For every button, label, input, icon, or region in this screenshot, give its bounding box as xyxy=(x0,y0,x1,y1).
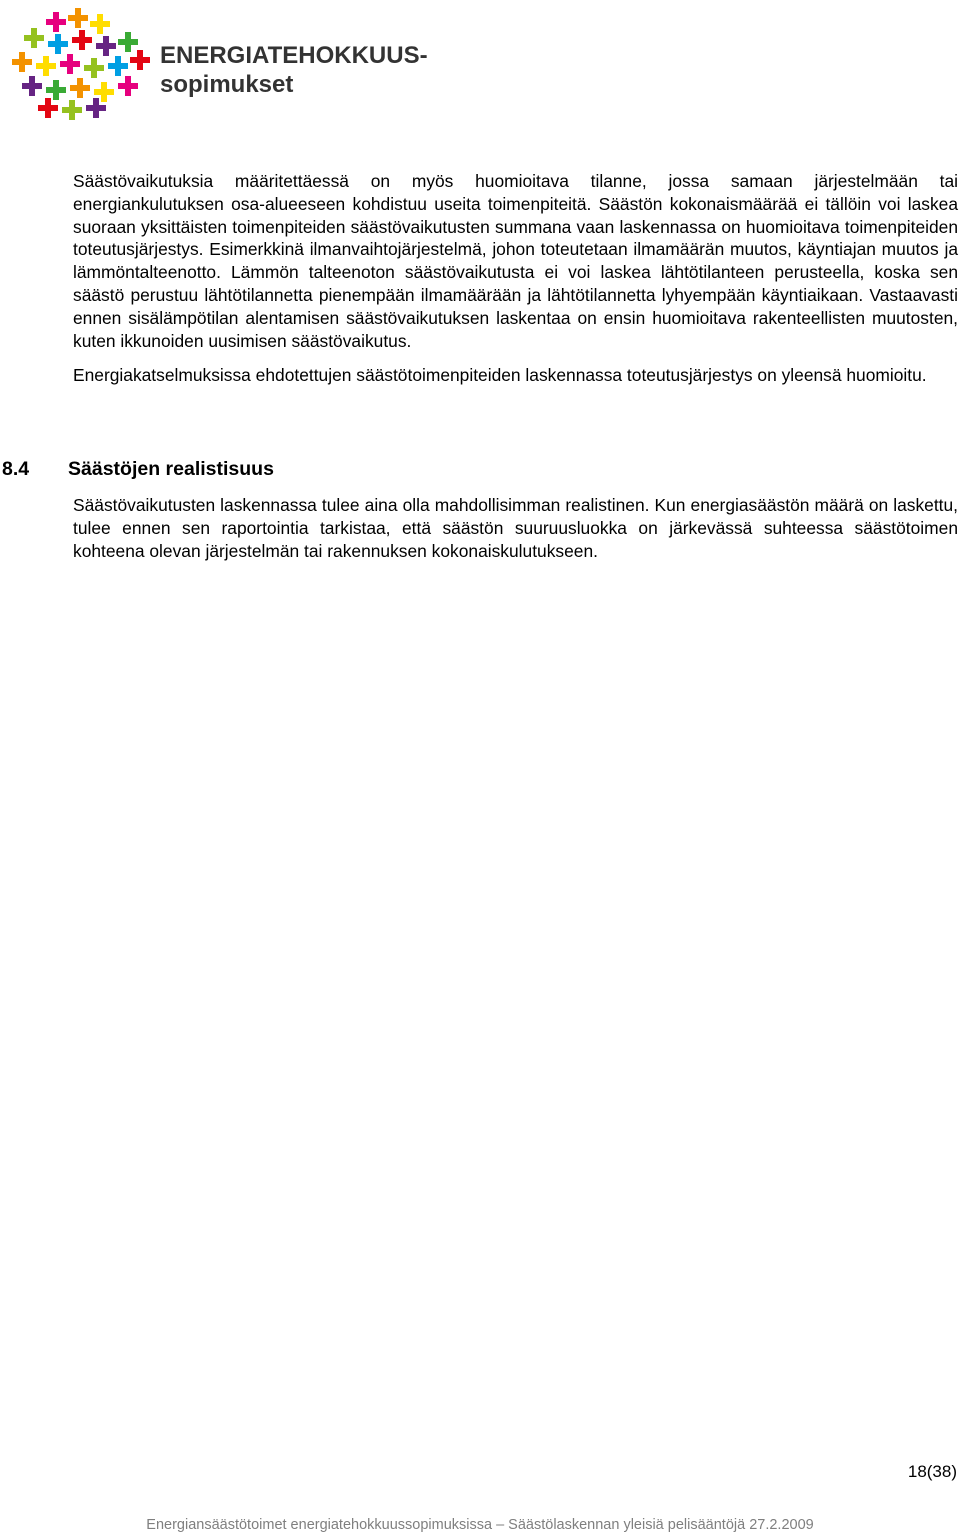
logo xyxy=(8,8,428,120)
logo-cross-icon xyxy=(72,30,92,50)
page-number: 18(38) xyxy=(907,1462,957,1481)
section-title: Säästöjen realistisuus xyxy=(68,458,274,480)
section-body xyxy=(73,494,958,562)
section-heading xyxy=(2,458,274,481)
logo-cross-icon xyxy=(118,76,138,96)
logo-cross-icon xyxy=(130,50,150,70)
logo-cross-icon xyxy=(108,56,128,76)
logo-cross-icon xyxy=(62,100,82,120)
logo-cross-icon xyxy=(68,8,88,28)
logo-cross-icon xyxy=(96,36,116,56)
logo-cross-icon xyxy=(46,12,66,32)
logo-cross-icon xyxy=(48,34,68,54)
logo-text-line2: sopimukset xyxy=(160,71,294,98)
paragraph: Säästövaikutuksia määritettäessä on myös huomioitava tilanne, jossa samaan järjestelmään tai energiankulutuksen osa-alueeseen kohdistuu useita toimenpiteitä. Säästön kokonaismäärää ei tällöin voi laskea suoraan yksittäisten toimenpiteiden säästövaikutusten summana vaan laskennassa on huomioitava toimenpiteiden toteutusjärjestys. Esimerkkinä ilmanvaihtojärjestelmä, johon toteutetaan ilmamäärän muutos, käyntiajan muutos ja lämmöntalteenotto. Lämmön talteenoton säästövaikutusta ei voi laskea lähtötilanteen perusteella, koska sen säästö perustuu lähtötilannetta pienempään ilmamäärään ja lähtötilannetta lyhyempään käyntiaikaan. Vastaavasti ennen sisälämpötilan alentamisen säästövaikutuksen laskentaa on ensin huomioitava rakenteellisten muutosten, kuten ikkunoiden uusimisen säästövaikutus. xyxy=(73,171,958,351)
body-text xyxy=(73,170,958,387)
logo-cross-icon xyxy=(70,78,90,98)
logo-crosses-icon xyxy=(8,8,158,120)
logo-cross-icon xyxy=(46,80,66,100)
section-number: 8.4 xyxy=(2,458,30,480)
paragraph: Energiakatselmuksissa ehdotettujen säästötoimenpiteiden laskennassa toteutusjärjestys on yleensä huomioitu. xyxy=(73,365,927,386)
logo-cross-icon xyxy=(24,28,44,48)
page-footer: Energiansäästötoimet energiatehokkuussopimuksissa – Säästölaskennan yleisiä pelisääntöjä 27.2.2009 xyxy=(146,1517,814,1533)
logo-text-line1: ENERGIATEHOKKUUS- xyxy=(160,42,428,69)
logo-cross-icon xyxy=(36,56,56,76)
logo-cross-icon xyxy=(60,54,80,74)
logo-cross-icon xyxy=(12,52,32,72)
logo-cross-icon xyxy=(118,32,138,52)
logo-cross-icon xyxy=(84,58,104,78)
logo-cross-icon xyxy=(22,76,42,96)
paragraph: Säästövaikutusten laskennassa tulee aina olla mahdollisimman realistinen. Kun energiasäästön määrä on laskettu, tulee ennen sen raportointia tarkistaa, että säästön suuruusluokka on järkevässä suhteessa säästötoimen kohteena olevan järjestelmän tai rakennuksen kokonaiskulutukseen. xyxy=(73,495,958,561)
logo-cross-icon xyxy=(38,98,58,118)
logo-cross-icon xyxy=(90,14,110,34)
